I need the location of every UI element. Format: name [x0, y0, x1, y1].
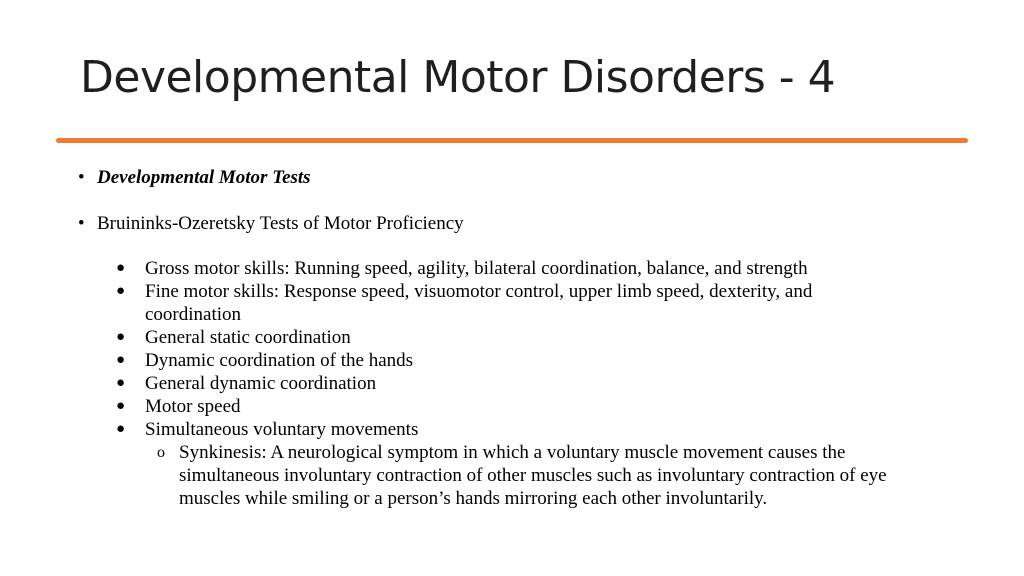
list-item [0, 418, 905, 441]
hollow-bullet-icon: o [157, 444, 165, 461]
list-item [0, 280, 905, 326]
title-divider [56, 138, 968, 143]
list-item [0, 349, 905, 372]
test-name-text: Bruininks-Ozeretsky Tests of Motor Proficiency [97, 213, 464, 234]
filled-bullet-icon: ● [116, 283, 126, 299]
slide-title: Developmental Motor Disorders - 4 [80, 52, 836, 103]
list-item [0, 257, 905, 280]
list-item-text: General static coordination [145, 327, 351, 348]
filled-bullet-icon: ● [116, 398, 126, 414]
filled-bullet-icon: ● [116, 260, 126, 276]
list-item-text: Gross motor skills: Running speed, agility, bilateral coordination, balance, and strength [145, 258, 808, 279]
list-item-text: Motor speed [145, 396, 241, 417]
heading-item-text: Developmental Motor Tests [97, 167, 311, 188]
sub-list-item-synkinesis [0, 441, 949, 510]
bullet-test-name [78, 212, 464, 235]
list-item [0, 395, 905, 418]
filled-bullet-icon: ● [116, 352, 126, 368]
bullet-developmental-motor-tests [78, 166, 311, 189]
filled-bullet-icon: ● [116, 375, 126, 391]
filled-bullet-icon: ● [116, 421, 126, 437]
list-item [0, 372, 905, 395]
list-item-text: Fine motor skills: Response speed, visuomotor control, upper limb speed, dexterity, and coordination [145, 281, 813, 325]
list-item-text: Dynamic coordination of the hands [145, 350, 414, 371]
list-item-text: General dynamic coordination [145, 373, 377, 394]
bullet-dot-icon: • [78, 213, 85, 234]
list-item [0, 326, 905, 349]
filled-bullet-icon: ● [116, 329, 126, 345]
test-components-list [0, 257, 1024, 510]
bullet-dot-icon: • [78, 167, 85, 188]
list-item-text: Simultaneous voluntary movements [145, 419, 419, 440]
sub-list-item-text: Synkinesis: A neurological symptom in which a voluntary muscle movement causes the simultaneous involuntary contraction of other muscles such as involuntary contraction of eye muscles while smiling or a person’s hands mirroring each other involuntarily. [179, 442, 887, 509]
